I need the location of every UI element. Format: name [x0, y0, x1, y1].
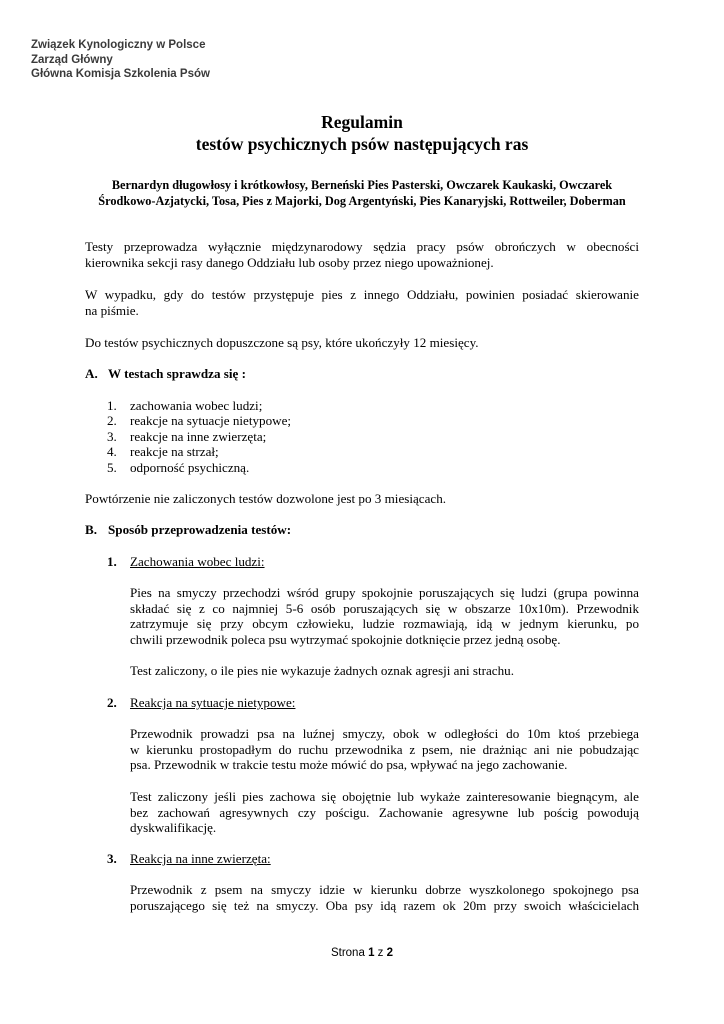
subsection-paragraph: Przewodnik prowadzi psa na luźnej smyczy, obok w odległości do 10m ktoś przebiega w kierunku prostopadłym do ruchu przewodnika z psem, nie drażniąc ani nie pobudzając psa. Przewodnik w trakcie testu może mówić do psa, wpływać na jego zachowanie. — [130, 726, 639, 773]
section-a-heading: A. W testach sprawdza się : — [85, 366, 246, 381]
list-item: 4. reakcje na strzał; — [107, 444, 219, 459]
subsection-heading: 2. Reakcja na sytuacje nietypowe: — [107, 695, 296, 710]
retest-note: Powtórzenie nie zaliczonych testów dozwolone jest po 3 miesiącach. — [85, 491, 447, 506]
title-line: Regulamin — [321, 112, 403, 132]
subsection-paragraph: Pies na smyczy przechodzi wśród grupy spokojnie poruszających się ludzi (grupa powinna składać się z co najmniej 5-6 osób poruszających się w obszarze 10x10m). Przewodnik zatrzymuje się przy obcym człowieku, ludzie rozmawiają, idą w jednym kierunku, po chwili przewodnik poleca psu wytrzymać spokojnie dotknięcie przez jedną osobę. — [130, 585, 639, 648]
subsection-heading: 1. Zachowania wobec ludzi: — [107, 554, 265, 569]
page-label: Strona — [330, 947, 365, 959]
page-number: 1 — [368, 947, 375, 959]
list-item: 3. reakcje na inne zwierzęta; — [107, 429, 267, 444]
org-line: Związek Kynologiczny w Polsce — [31, 39, 206, 51]
subsection-paragraph: Przewodnik z psem na smyczy idzie w kierunku dobrze wyszkolonego spokojnego psa poruszającego się też na smyczy. Oba psy idą razem ok 20m przy swoich właścicielach — [130, 882, 639, 913]
list-item: 2. reakcje na sytuacje nietypowe; — [107, 413, 292, 428]
org-line: Zarząd Główny — [31, 53, 113, 66]
section-b-heading: B. Sposób przeprowadzenia testów: — [85, 522, 292, 537]
intro-paragraph: Do testów psychicznych dopuszczone są psy, które ukończyły 12 miesięcy. — [85, 335, 479, 350]
breed-line: Środkowo-Azjatycki, Tosa, Pies z Majorki, Dog Argentyński, Pies Kanaryjski, Rottweiler, Doberman — [98, 194, 626, 208]
organization-header — [31, 38, 210, 82]
subsection-paragraph: Test zaliczony jeśli pies zachowa się obojętnie lub wykaże zainteresowanie biegnącym, ale bez zachowań agresywnych czy pościgu. Zachowanie agresywne lub pościg powodują dyskwalifikację. — [130, 789, 639, 836]
intro-paragraph: Testy przeprowadza wyłącznie międzynarodowy sędzia pracy psów obrończych w obecności kierownika sekcji rasy danego Oddziału lub osoby przez niego upoważnionej. — [85, 239, 639, 270]
subsection-heading: 3. Reakcja na inne zwierzęta: — [107, 851, 271, 866]
intro-paragraph: W wypadku, gdy do testów przystępuje pies z innego Oddziału, powinien posiadać skierowanie na piśmie. — [85, 287, 639, 318]
org-line: Główna Komisja Szkolenia Psów — [31, 68, 210, 80]
list-item: 1. zachowania wobec ludzi; — [107, 398, 263, 413]
title-line: testów psychicznych psów następujących ras — [195, 134, 529, 154]
subsection-paragraph: Test zaliczony, o ile pies nie wykazuje żadnych oznak agresji ani strachu. — [130, 663, 514, 678]
document-title — [0, 111, 724, 155]
list-item: 5. odporność psychiczną. — [107, 460, 250, 475]
page-footer — [0, 947, 724, 959]
breed-list — [60, 177, 664, 209]
page-total: 2 — [386, 947, 394, 959]
breed-line: Bernardyn długowłosy i krótkowłosy, Berneński Pies Pasterski, Owczarek Kaukaski, Owczarek — [111, 178, 613, 192]
page-separator: z — [377, 947, 384, 959]
